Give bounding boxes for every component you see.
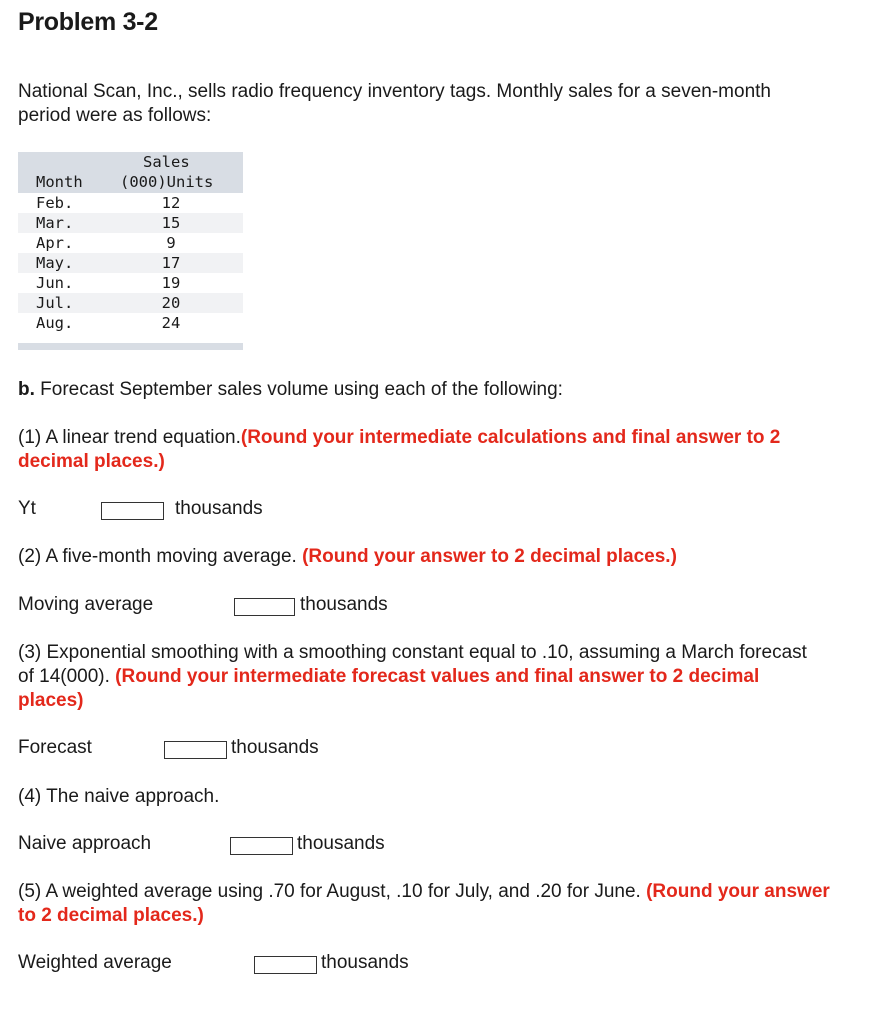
units-cell: 24 (161, 314, 181, 332)
question-2-note: (Round your answer to 2 decimal places.) (302, 546, 677, 567)
question-3-text: (3) Exponential smoothing with a smoothing constant equal to .10, assuming a March forecast of 14(000). (18, 642, 807, 687)
naive-approach-unit: thousands (297, 833, 385, 854)
part-b-instruction (18, 378, 838, 402)
table-row (18, 233, 243, 253)
table-row (18, 213, 243, 233)
question-1-note: (Round your intermediate calculations and final answer to 2 decimal places.) (18, 427, 781, 472)
month-cell: Jun. (36, 274, 74, 292)
moving-average-unit: thousands (300, 594, 388, 615)
yt-label: Yt (18, 498, 36, 519)
yt-unit: thousands (175, 498, 263, 519)
question-1-text: (1) A linear trend equation. (18, 427, 241, 448)
question-5-text: (5) A weighted average using .70 for August, .10 for July, and .20 for June. (18, 881, 647, 902)
moving-average-input[interactable] (234, 598, 295, 616)
month-cell: May. (36, 254, 74, 272)
header-units: (000)Units (120, 173, 214, 191)
sales-table (18, 152, 243, 350)
table-row (18, 293, 243, 313)
table-row (18, 253, 243, 273)
table-header (18, 152, 243, 193)
moving-average-label: Moving average (18, 594, 154, 615)
units-cell: 12 (161, 194, 181, 212)
question-3-note: (Round your intermediate forecast values and final answer to 2 decimal places) (18, 666, 760, 711)
table-row (18, 313, 243, 333)
naive-approach-label: Naive approach (18, 833, 152, 854)
header-sales: Sales (143, 153, 190, 171)
weighted-average-unit: thousands (321, 952, 409, 973)
units-cell: 19 (161, 274, 181, 292)
intro-text: National Scan, Inc., sells radio frequency inventory tags. Monthly sales for a seven-month period were as follows: (18, 81, 771, 126)
units-cell: 17 (161, 254, 181, 272)
table-row (18, 193, 243, 213)
yt-input[interactable] (101, 502, 164, 520)
part-b-text: Forecast September sales volume using each of the following: (40, 379, 563, 400)
question-2-text: (2) A five-month moving average. (18, 546, 303, 567)
weighted-average-label: Weighted average (18, 952, 172, 973)
month-cell: Aug. (36, 314, 74, 332)
question-2 (18, 545, 838, 569)
question-3 (18, 641, 818, 713)
table-footer (18, 343, 243, 350)
units-cell: 20 (161, 294, 181, 312)
part-b-label: b. (18, 379, 35, 400)
month-cell: Jul. (36, 294, 74, 312)
forecast-input[interactable] (164, 741, 227, 759)
question-4-text: (4) The naive approach. (18, 786, 220, 807)
month-cell: Feb. (36, 194, 74, 212)
problem-title: Problem 3-2 (18, 8, 158, 36)
month-cell: Apr. (36, 234, 74, 252)
units-cell: 9 (166, 234, 176, 252)
question-5-note: (Round your answer to 2 decimal places.) (18, 881, 830, 926)
units-cell: 15 (161, 214, 181, 232)
month-cell: Mar. (36, 214, 74, 232)
forecast-label: Forecast (18, 737, 92, 758)
header-month: Month (36, 173, 83, 191)
forecast-unit: thousands (231, 737, 319, 758)
question-1 (18, 426, 838, 474)
naive-approach-input[interactable] (230, 837, 293, 855)
question-4 (18, 785, 838, 809)
weighted-average-input[interactable] (254, 956, 317, 974)
question-5 (18, 880, 833, 928)
table-row (18, 273, 243, 293)
